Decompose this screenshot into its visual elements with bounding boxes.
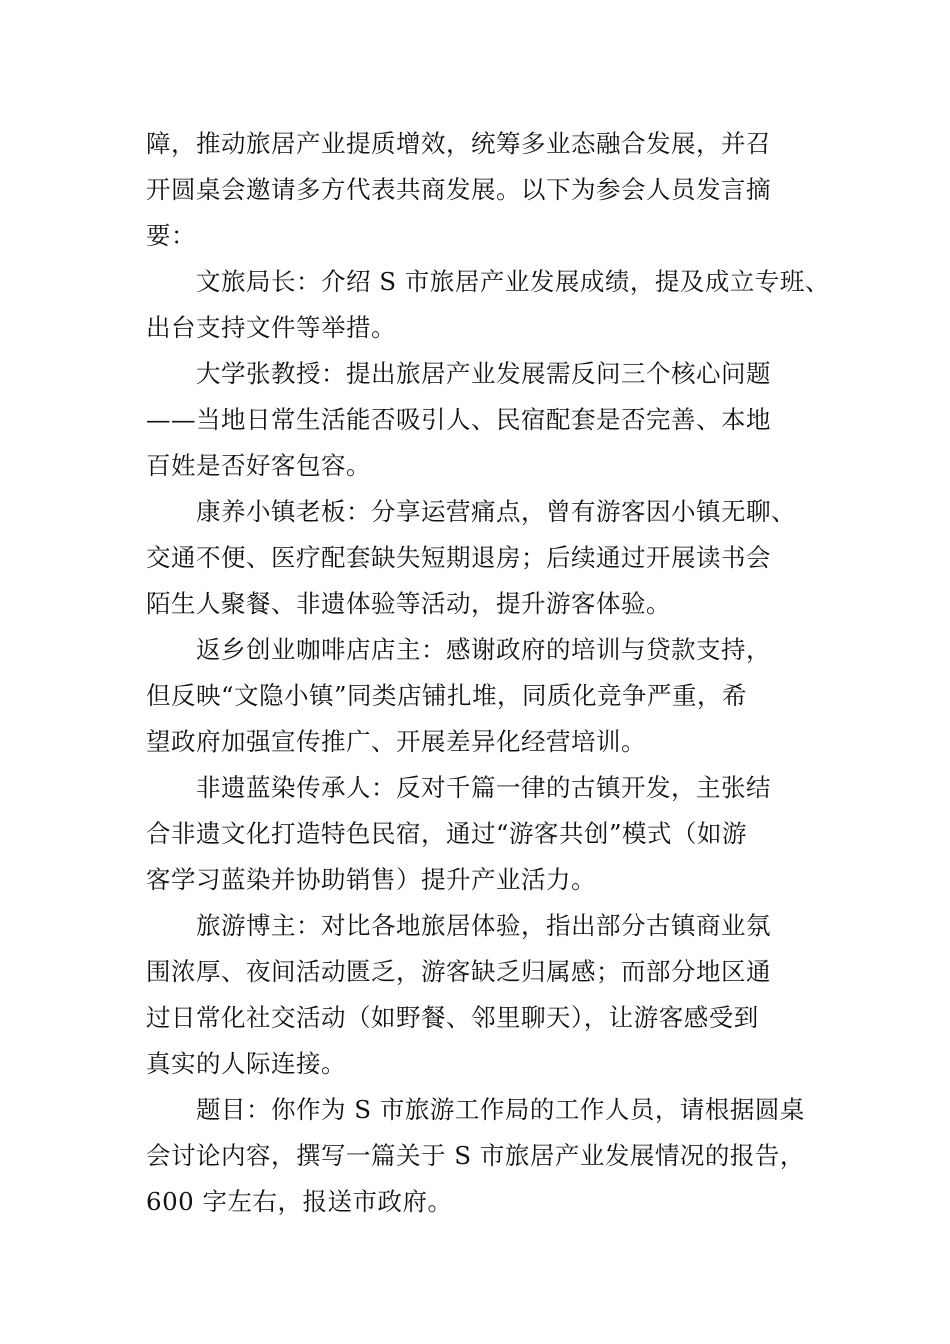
text-line: 题目：你作为 S 市旅游工作局的工作人员，请根据圆桌	[196, 1095, 805, 1124]
speaker-indigo-dye-inheritor	[146, 765, 808, 903]
text-line: 非遗蓝染传承人：反对千篇一律的古镇开发，主张结	[196, 773, 771, 802]
text-line: 百姓是否好客包容。	[146, 451, 371, 480]
document-body	[146, 121, 830, 1225]
text-line: 出台支持文件等举措。	[146, 313, 396, 342]
text-line: 但反映“文隐小镇”同类店铺扎堆，同质化竞争严重，希	[146, 681, 748, 710]
text-line: 真实的人际连接。	[146, 1049, 346, 1078]
text-line: 开圆桌会邀请多方代表共商发展。以下为参会人员发言摘	[146, 175, 771, 204]
text-line: 要：	[146, 221, 196, 250]
text-line: 障，推动旅居产业提质增效，统筹多业态融合发展，并召	[146, 129, 771, 158]
text-line: 文旅局长：介绍 S 市旅居产业发展成绩，提及成立专班、	[196, 267, 830, 296]
text-line: 康养小镇老板：分享运营痛点，曾有游客因小镇无聊、	[196, 497, 796, 526]
text-line: 围浓厚、夜间活动匮乏，游客缺乏归属感；而部分地区通	[146, 957, 771, 986]
text-line: 合非遗文化打造特色民宿，通过“游客共创”模式（如游	[146, 819, 748, 848]
text-line: 600 字左右，报送市政府。	[146, 1187, 453, 1216]
text-line: 客学习蓝染并协助销售）提升产业活力。	[146, 865, 596, 894]
speaker-travel-blogger	[146, 903, 808, 1087]
text-line: 旅游博主：对比各地旅居体验，指出部分古镇商业氛	[196, 911, 771, 940]
intro-paragraph	[146, 121, 808, 259]
speaker-cafe-owner	[146, 627, 808, 765]
text-line: 交通不便、医疗配套缺失短期退房；后续通过开展读书会	[146, 543, 771, 572]
text-line: ——当地日常生活能否吸引人、民宿配套是否完善、本地	[146, 405, 771, 434]
text-line: 大学张教授：提出旅居产业发展需反问三个核心问题	[196, 359, 771, 388]
text-line: 返乡创业咖啡店店主：感谢政府的培训与贷款支持，	[196, 635, 771, 664]
speaker-professor-zhang	[146, 351, 808, 489]
text-line: 陌生人聚餐、非遗体验等活动，提升游客体验。	[146, 589, 671, 618]
task-prompt	[146, 1087, 808, 1225]
speaker-culture-tourism-director	[146, 259, 830, 351]
text-line: 会讨论内容，撰写一篇关于 S 市旅居产业发展情况的报告，	[146, 1141, 805, 1170]
speaker-wellness-town-owner	[146, 489, 808, 627]
text-line: 望政府加强宣传推广、开展差异化经营培训。	[146, 727, 646, 756]
text-line: 过日常化社交活动（如野餐、邻里聊天），让游客感受到	[146, 1003, 759, 1032]
